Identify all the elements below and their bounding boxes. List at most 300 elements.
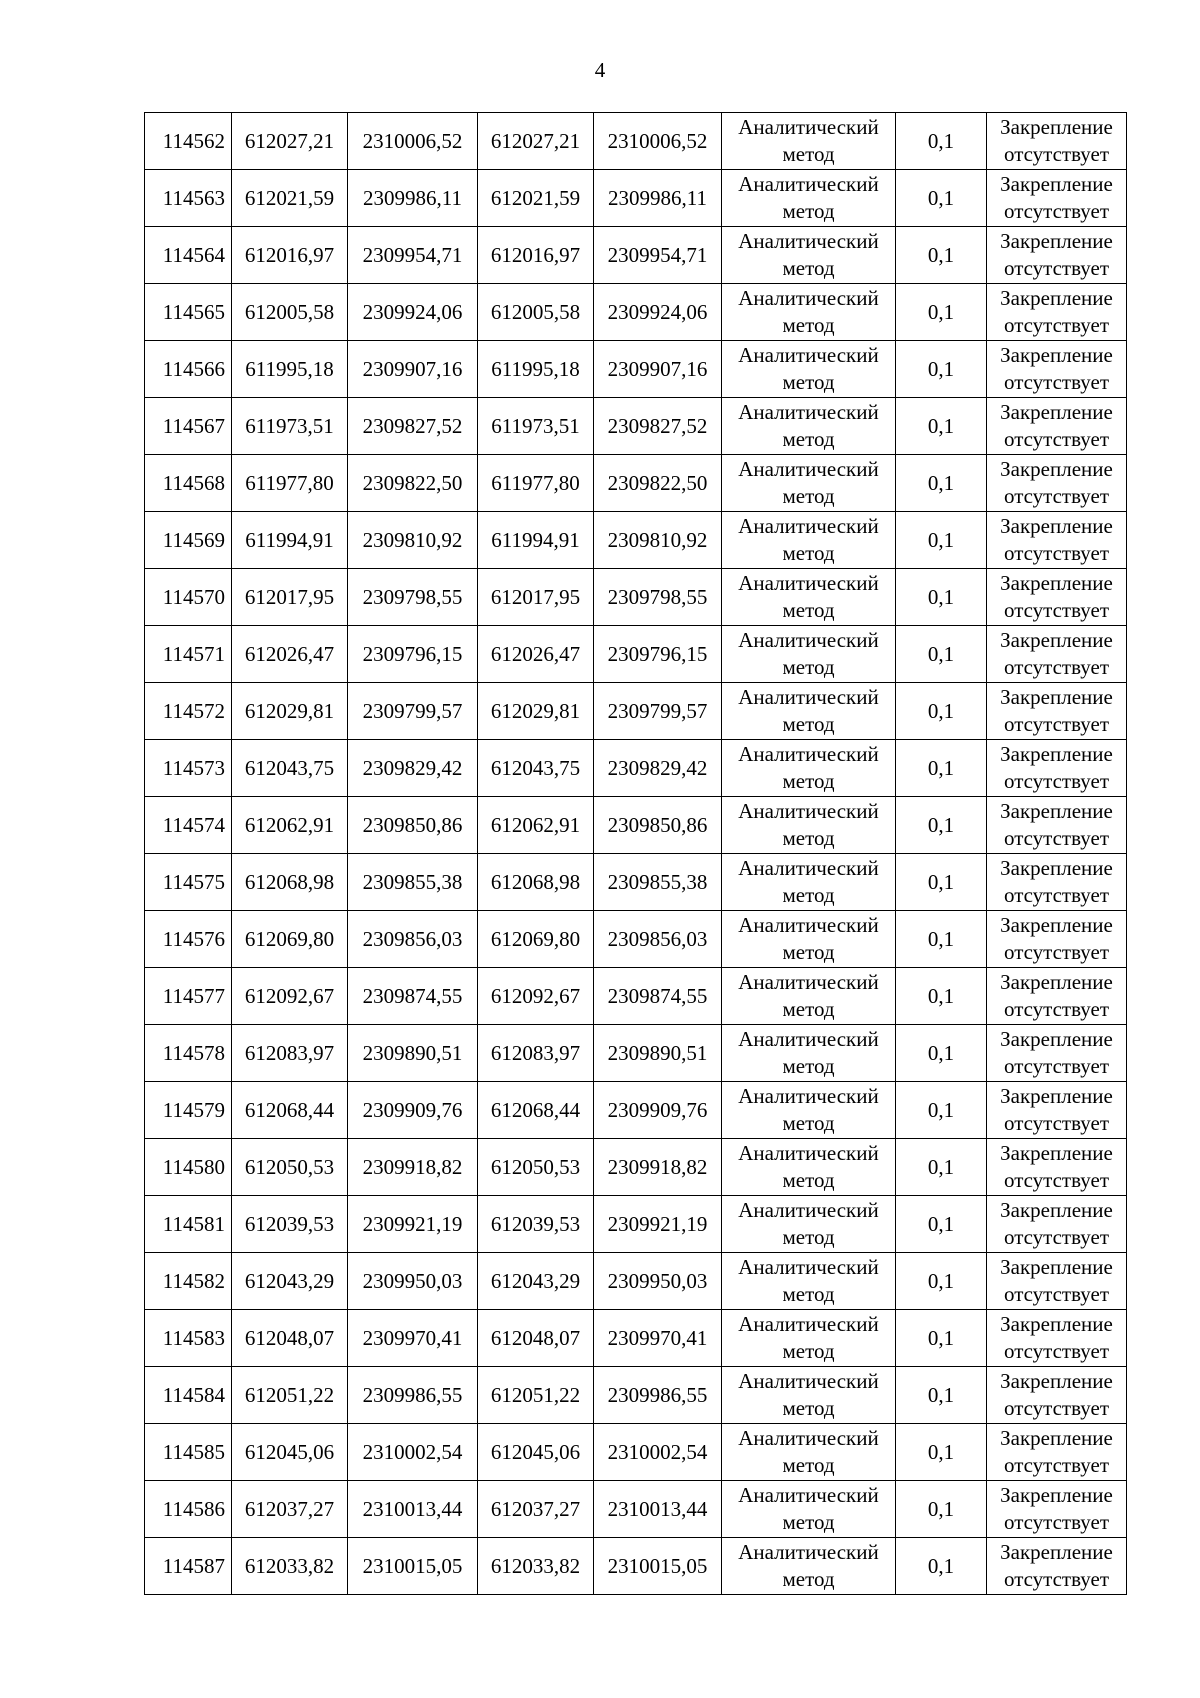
y-coordinate-cell: 2309798,55 <box>594 569 722 626</box>
accuracy-cell: 0,1 <box>896 170 987 227</box>
y-coordinate-cell: 2309874,55 <box>594 968 722 1025</box>
method-line-1: Аналитический <box>738 856 879 880</box>
accuracy-cell: 0,1 <box>896 1481 987 1538</box>
fixation-line-2: отсутствует <box>1003 1282 1110 1306</box>
y-coordinate-cell: 2309921,19 <box>594 1196 722 1253</box>
y-coordinate-cell: 2309796,15 <box>348 626 478 683</box>
accuracy-cell: 0,1 <box>896 398 987 455</box>
y-coordinate-cell: 2309856,03 <box>348 911 478 968</box>
accuracy-cell: 0,1 <box>896 1538 987 1595</box>
method-line-1: Аналитический <box>738 229 879 253</box>
table-row <box>145 911 1127 968</box>
y-coordinate-cell: 2310013,44 <box>348 1481 478 1538</box>
fixation-cell <box>987 341 1127 398</box>
method-cell <box>722 227 896 284</box>
y-coordinate-cell: 2309921,19 <box>348 1196 478 1253</box>
accuracy-cell: 0,1 <box>896 1082 987 1139</box>
accuracy-cell: 0,1 <box>896 1025 987 1082</box>
method-cell <box>722 626 896 683</box>
x-coordinate-cell: 612016,97 <box>232 227 348 284</box>
point-number-cell: 114576 <box>145 911 232 968</box>
method-cell <box>722 1481 896 1538</box>
table-row <box>145 1367 1127 1424</box>
fixation-cell <box>987 797 1127 854</box>
x-coordinate-cell: 612037,27 <box>232 1481 348 1538</box>
fixation-line-1: Закрепление <box>1000 571 1113 595</box>
y-coordinate-cell: 2310015,05 <box>594 1538 722 1595</box>
method-line-1: Аналитический <box>738 1540 879 1564</box>
x-coordinate-cell: 612005,58 <box>232 284 348 341</box>
fixation-line-1: Закрепление <box>1000 457 1113 481</box>
point-number-cell: 114572 <box>145 683 232 740</box>
table-row <box>145 968 1127 1025</box>
method-cell <box>722 569 896 626</box>
fixation-line-1: Закрепление <box>1000 1369 1113 1393</box>
fixation-line-2: отсутствует <box>1003 1567 1110 1591</box>
table-row <box>145 797 1127 854</box>
accuracy-cell: 0,1 <box>896 512 987 569</box>
accuracy-cell: 0,1 <box>896 341 987 398</box>
accuracy-cell: 0,1 <box>896 1367 987 1424</box>
y-coordinate-cell: 2309918,82 <box>594 1139 722 1196</box>
x-coordinate-cell: 612048,07 <box>478 1310 594 1367</box>
y-coordinate-cell: 2310013,44 <box>594 1481 722 1538</box>
x-coordinate-cell: 612051,22 <box>232 1367 348 1424</box>
table-row <box>145 740 1127 797</box>
fixation-line-1: Закрепление <box>1000 742 1113 766</box>
fixation-line-1: Закрепление <box>1000 1312 1113 1336</box>
fixation-line-1: Закрепление <box>1000 1426 1113 1450</box>
table-row <box>145 1025 1127 1082</box>
point-number-cell: 114587 <box>145 1538 232 1595</box>
point-number-cell: 114563 <box>145 170 232 227</box>
fixation-cell <box>987 854 1127 911</box>
point-number-cell: 114569 <box>145 512 232 569</box>
method-line-2: метод <box>782 598 835 622</box>
y-coordinate-cell: 2309855,38 <box>348 854 478 911</box>
point-number-cell: 114577 <box>145 968 232 1025</box>
accuracy-cell: 0,1 <box>896 1424 987 1481</box>
table-row <box>145 1310 1127 1367</box>
point-number-cell: 114582 <box>145 1253 232 1310</box>
fixation-line-1: Закрепление <box>1000 1255 1113 1279</box>
fixation-line-1: Закрепление <box>1000 172 1113 196</box>
y-coordinate-cell: 2309918,82 <box>348 1139 478 1196</box>
method-cell <box>722 683 896 740</box>
accuracy-cell: 0,1 <box>896 626 987 683</box>
y-coordinate-cell: 2309909,76 <box>348 1082 478 1139</box>
method-cell <box>722 1310 896 1367</box>
point-number-cell: 114578 <box>145 1025 232 1082</box>
y-coordinate-cell: 2309924,06 <box>348 284 478 341</box>
accuracy-cell: 0,1 <box>896 113 987 170</box>
fixation-line-2: отсутствует <box>1003 370 1110 394</box>
coordinates-table <box>144 112 1127 1595</box>
fixation-line-1: Закрепление <box>1000 514 1113 538</box>
method-cell <box>722 968 896 1025</box>
x-coordinate-cell: 612043,29 <box>478 1253 594 1310</box>
method-line-2: метод <box>782 142 835 166</box>
fixation-cell <box>987 1481 1127 1538</box>
point-number-cell: 114562 <box>145 113 232 170</box>
y-coordinate-cell: 2309890,51 <box>594 1025 722 1082</box>
method-cell <box>722 1253 896 1310</box>
y-coordinate-cell: 2309909,76 <box>594 1082 722 1139</box>
y-coordinate-cell: 2309907,16 <box>594 341 722 398</box>
fixation-line-1: Закрепление <box>1000 1483 1113 1507</box>
method-cell <box>722 854 896 911</box>
point-number-cell: 114564 <box>145 227 232 284</box>
fixation-cell <box>987 968 1127 1025</box>
fixation-line-2: отсутствует <box>1003 826 1110 850</box>
fixation-cell <box>987 911 1127 968</box>
x-coordinate-cell: 612045,06 <box>232 1424 348 1481</box>
method-cell <box>722 1367 896 1424</box>
method-line-1: Аналитический <box>738 1084 879 1108</box>
x-coordinate-cell: 612021,59 <box>478 170 594 227</box>
fixation-cell <box>987 113 1127 170</box>
y-coordinate-cell: 2310002,54 <box>348 1424 478 1481</box>
method-cell <box>722 911 896 968</box>
x-coordinate-cell: 611973,51 <box>232 398 348 455</box>
x-coordinate-cell: 612045,06 <box>478 1424 594 1481</box>
method-line-1: Аналитический <box>738 1141 879 1165</box>
x-coordinate-cell: 611977,80 <box>232 455 348 512</box>
point-number-cell: 114565 <box>145 284 232 341</box>
x-coordinate-cell: 612033,82 <box>232 1538 348 1595</box>
table-row <box>145 1082 1127 1139</box>
x-coordinate-cell: 612027,21 <box>232 113 348 170</box>
fixation-line-2: отсутствует <box>1003 1510 1110 1534</box>
page-number: 4 <box>594 58 606 82</box>
fixation-cell <box>987 284 1127 341</box>
method-line-2: метод <box>782 1510 835 1534</box>
point-number-cell: 114574 <box>145 797 232 854</box>
point-number-cell: 114567 <box>145 398 232 455</box>
fixation-line-1: Закрепление <box>1000 115 1113 139</box>
y-coordinate-cell: 2309822,50 <box>348 455 478 512</box>
y-coordinate-cell: 2309827,52 <box>348 398 478 455</box>
method-cell <box>722 1196 896 1253</box>
y-coordinate-cell: 2309986,55 <box>348 1367 478 1424</box>
method-line-2: метод <box>782 883 835 907</box>
fixation-line-1: Закрепление <box>1000 1540 1113 1564</box>
method-line-1: Аналитический <box>738 400 879 424</box>
fixation-line-2: отсутствует <box>1003 997 1110 1021</box>
fixation-line-2: отсутствует <box>1003 313 1110 337</box>
method-line-1: Аналитический <box>738 1426 879 1450</box>
method-line-1: Аналитический <box>738 799 879 823</box>
method-line-1: Аналитический <box>738 115 879 139</box>
method-line-2: метод <box>782 1054 835 1078</box>
x-coordinate-cell: 612043,29 <box>232 1253 348 1310</box>
fixation-cell <box>987 1082 1127 1139</box>
point-number-cell: 114583 <box>145 1310 232 1367</box>
method-line-2: метод <box>782 712 835 736</box>
method-cell <box>722 455 896 512</box>
y-coordinate-cell: 2309954,71 <box>348 227 478 284</box>
fixation-line-2: отсутствует <box>1003 1054 1110 1078</box>
x-coordinate-cell: 611995,18 <box>232 341 348 398</box>
method-line-2: метод <box>782 655 835 679</box>
accuracy-cell: 0,1 <box>896 1139 987 1196</box>
method-line-1: Аналитический <box>738 628 879 652</box>
fixation-line-1: Закрепление <box>1000 856 1113 880</box>
method-cell <box>722 797 896 854</box>
fixation-line-2: отсутствует <box>1003 142 1110 166</box>
x-coordinate-cell: 611994,91 <box>232 512 348 569</box>
fixation-line-2: отсутствует <box>1003 541 1110 565</box>
method-cell <box>722 740 896 797</box>
fixation-line-2: отсутствует <box>1003 1111 1110 1135</box>
y-coordinate-cell: 2309950,03 <box>348 1253 478 1310</box>
point-number-cell: 114584 <box>145 1367 232 1424</box>
y-coordinate-cell: 2309986,55 <box>594 1367 722 1424</box>
x-coordinate-cell: 612092,67 <box>232 968 348 1025</box>
y-coordinate-cell: 2310015,05 <box>348 1538 478 1595</box>
y-coordinate-cell: 2309850,86 <box>348 797 478 854</box>
fixation-cell <box>987 1310 1127 1367</box>
fixation-line-1: Закрепление <box>1000 1027 1113 1051</box>
fixation-cell <box>987 1196 1127 1253</box>
fixation-line-1: Закрепление <box>1000 628 1113 652</box>
method-line-2: метод <box>782 370 835 394</box>
table-row <box>145 1424 1127 1481</box>
fixation-line-1: Закрепление <box>1000 343 1113 367</box>
accuracy-cell: 0,1 <box>896 1253 987 1310</box>
fixation-line-1: Закрепление <box>1000 685 1113 709</box>
method-line-1: Аналитический <box>738 1198 879 1222</box>
y-coordinate-cell: 2309954,71 <box>594 227 722 284</box>
method-line-2: метод <box>782 1339 835 1363</box>
method-cell <box>722 1082 896 1139</box>
method-cell <box>722 170 896 227</box>
table-row <box>145 569 1127 626</box>
fixation-line-2: отсутствует <box>1003 1168 1110 1192</box>
method-line-2: метод <box>782 427 835 451</box>
table-row <box>145 854 1127 911</box>
table-row <box>145 626 1127 683</box>
point-number-cell: 114581 <box>145 1196 232 1253</box>
method-cell <box>722 341 896 398</box>
accuracy-cell: 0,1 <box>896 683 987 740</box>
fixation-line-2: отсутствует <box>1003 199 1110 223</box>
x-coordinate-cell: 612043,75 <box>478 740 594 797</box>
y-coordinate-cell: 2309856,03 <box>594 911 722 968</box>
fixation-cell <box>987 512 1127 569</box>
accuracy-cell: 0,1 <box>896 1196 987 1253</box>
accuracy-cell: 0,1 <box>896 797 987 854</box>
method-line-2: метод <box>782 541 835 565</box>
x-coordinate-cell: 612050,53 <box>232 1139 348 1196</box>
fixation-line-1: Закрепление <box>1000 799 1113 823</box>
x-coordinate-cell: 612051,22 <box>478 1367 594 1424</box>
fixation-line-1: Закрепление <box>1000 1084 1113 1108</box>
fixation-line-2: отсутствует <box>1003 598 1110 622</box>
y-coordinate-cell: 2309822,50 <box>594 455 722 512</box>
x-coordinate-cell: 611994,91 <box>478 512 594 569</box>
x-coordinate-cell: 612068,98 <box>232 854 348 911</box>
y-coordinate-cell: 2309799,57 <box>594 683 722 740</box>
point-number-cell: 114579 <box>145 1082 232 1139</box>
x-coordinate-cell: 612083,97 <box>232 1025 348 1082</box>
point-number-cell: 114570 <box>145 569 232 626</box>
method-line-1: Аналитический <box>738 514 879 538</box>
method-line-2: метод <box>782 1282 835 1306</box>
x-coordinate-cell: 612029,81 <box>232 683 348 740</box>
method-line-1: Аналитический <box>738 1255 879 1279</box>
table-row <box>145 113 1127 170</box>
x-coordinate-cell: 611973,51 <box>478 398 594 455</box>
y-coordinate-cell: 2309986,11 <box>594 170 722 227</box>
method-cell <box>722 284 896 341</box>
y-coordinate-cell: 2309907,16 <box>348 341 478 398</box>
fixation-line-2: отсутствует <box>1003 883 1110 907</box>
method-cell <box>722 1424 896 1481</box>
fixation-line-2: отсутствует <box>1003 1225 1110 1249</box>
fixation-line-2: отсутствует <box>1003 484 1110 508</box>
method-line-1: Аналитический <box>738 286 879 310</box>
y-coordinate-cell: 2309796,15 <box>594 626 722 683</box>
fixation-line-1: Закрепление <box>1000 229 1113 253</box>
table-row <box>145 284 1127 341</box>
fixation-cell <box>987 1253 1127 1310</box>
y-coordinate-cell: 2309874,55 <box>348 968 478 1025</box>
x-coordinate-cell: 612039,53 <box>232 1196 348 1253</box>
x-coordinate-cell: 612029,81 <box>478 683 594 740</box>
table-row <box>145 455 1127 512</box>
fixation-cell <box>987 170 1127 227</box>
y-coordinate-cell: 2309829,42 <box>348 740 478 797</box>
method-cell <box>722 398 896 455</box>
x-coordinate-cell: 612068,98 <box>478 854 594 911</box>
fixation-cell <box>987 1025 1127 1082</box>
method-line-2: метод <box>782 484 835 508</box>
x-coordinate-cell: 612083,97 <box>478 1025 594 1082</box>
table-body <box>145 113 1127 1595</box>
method-line-1: Аналитический <box>738 970 879 994</box>
fixation-line-2: отсутствует <box>1003 427 1110 451</box>
table-row <box>145 1538 1127 1595</box>
fixation-cell <box>987 1367 1127 1424</box>
method-line-2: метод <box>782 1168 835 1192</box>
x-coordinate-cell: 612062,91 <box>232 797 348 854</box>
method-line-1: Аналитический <box>738 343 879 367</box>
y-coordinate-cell: 2309950,03 <box>594 1253 722 1310</box>
method-line-1: Аналитический <box>738 172 879 196</box>
method-line-1: Аналитический <box>738 1483 879 1507</box>
y-coordinate-cell: 2309890,51 <box>348 1025 478 1082</box>
accuracy-cell: 0,1 <box>896 455 987 512</box>
table-row <box>145 227 1127 284</box>
y-coordinate-cell: 2309798,55 <box>348 569 478 626</box>
accuracy-cell: 0,1 <box>896 569 987 626</box>
x-coordinate-cell: 612048,07 <box>232 1310 348 1367</box>
x-coordinate-cell: 612005,58 <box>478 284 594 341</box>
table-row <box>145 1481 1127 1538</box>
y-coordinate-cell: 2309970,41 <box>594 1310 722 1367</box>
fixation-cell <box>987 1424 1127 1481</box>
method-cell <box>722 512 896 569</box>
x-coordinate-cell: 612039,53 <box>478 1196 594 1253</box>
point-number-cell: 114573 <box>145 740 232 797</box>
y-coordinate-cell: 2309827,52 <box>594 398 722 455</box>
point-number-cell: 114568 <box>145 455 232 512</box>
fixation-cell <box>987 683 1127 740</box>
fixation-line-1: Закрепление <box>1000 1198 1113 1222</box>
method-line-1: Аналитический <box>738 571 879 595</box>
fixation-line-1: Закрепление <box>1000 970 1113 994</box>
x-coordinate-cell: 612033,82 <box>478 1538 594 1595</box>
point-number-cell: 114566 <box>145 341 232 398</box>
fixation-line-2: отсутствует <box>1003 1396 1110 1420</box>
method-line-2: метод <box>782 1225 835 1249</box>
x-coordinate-cell: 612026,47 <box>478 626 594 683</box>
method-cell <box>722 1025 896 1082</box>
x-coordinate-cell: 612016,97 <box>478 227 594 284</box>
x-coordinate-cell: 612092,67 <box>478 968 594 1025</box>
y-coordinate-cell: 2310006,52 <box>348 113 478 170</box>
method-line-2: метод <box>782 940 835 964</box>
x-coordinate-cell: 612017,95 <box>478 569 594 626</box>
y-coordinate-cell: 2310002,54 <box>594 1424 722 1481</box>
fixation-line-2: отсутствует <box>1003 940 1110 964</box>
method-line-1: Аналитический <box>738 457 879 481</box>
y-coordinate-cell: 2309855,38 <box>594 854 722 911</box>
x-coordinate-cell: 612017,95 <box>232 569 348 626</box>
y-coordinate-cell: 2310006,52 <box>594 113 722 170</box>
table-row <box>145 1253 1127 1310</box>
fixation-line-2: отсутствует <box>1003 1339 1110 1363</box>
y-coordinate-cell: 2309810,92 <box>348 512 478 569</box>
x-coordinate-cell: 612069,80 <box>232 911 348 968</box>
table-row <box>145 341 1127 398</box>
y-coordinate-cell: 2309799,57 <box>348 683 478 740</box>
fixation-line-2: отсутствует <box>1003 712 1110 736</box>
method-line-1: Аналитический <box>738 685 879 709</box>
point-number-cell: 114571 <box>145 626 232 683</box>
method-line-2: метод <box>782 769 835 793</box>
method-line-2: метод <box>782 313 835 337</box>
method-line-1: Аналитический <box>738 742 879 766</box>
method-line-2: метод <box>782 1396 835 1420</box>
x-coordinate-cell: 612027,21 <box>478 113 594 170</box>
method-line-1: Аналитический <box>738 1369 879 1393</box>
method-line-2: метод <box>782 256 835 280</box>
accuracy-cell: 0,1 <box>896 1310 987 1367</box>
fixation-line-1: Закрепление <box>1000 286 1113 310</box>
fixation-line-1: Закрепление <box>1000 400 1113 424</box>
y-coordinate-cell: 2309986,11 <box>348 170 478 227</box>
fixation-line-1: Закрепление <box>1000 1141 1113 1165</box>
table-row <box>145 398 1127 455</box>
x-coordinate-cell: 612021,59 <box>232 170 348 227</box>
method-line-1: Аналитический <box>738 913 879 937</box>
method-cell <box>722 1538 896 1595</box>
y-coordinate-cell: 2309924,06 <box>594 284 722 341</box>
fixation-cell <box>987 569 1127 626</box>
method-line-2: метод <box>782 826 835 850</box>
fixation-cell <box>987 227 1127 284</box>
x-coordinate-cell: 611995,18 <box>478 341 594 398</box>
fixation-cell <box>987 398 1127 455</box>
accuracy-cell: 0,1 <box>896 227 987 284</box>
x-coordinate-cell: 612050,53 <box>478 1139 594 1196</box>
fixation-cell <box>987 626 1127 683</box>
fixation-line-2: отсутствует <box>1003 769 1110 793</box>
method-line-2: метод <box>782 997 835 1021</box>
method-cell <box>722 113 896 170</box>
